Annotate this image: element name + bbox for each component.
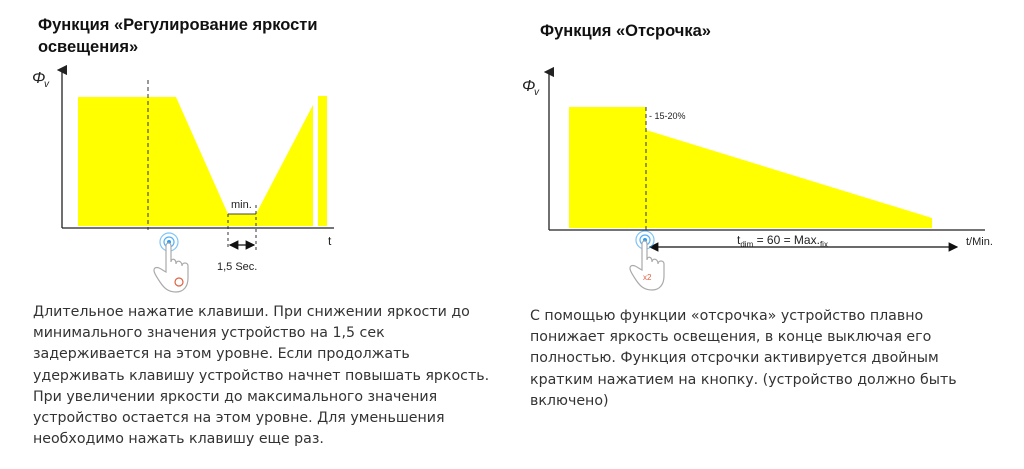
- delay-label: 1,5 Sec.: [217, 261, 258, 273]
- brightness-max-bar: [318, 96, 327, 226]
- drop-percent-label: - 15-20%: [649, 111, 686, 121]
- y-axis-sub: v: [44, 79, 49, 90]
- hand-press-icon: [154, 233, 188, 292]
- left-title-line2: освещения»: [38, 38, 139, 56]
- brightness-fill-area: [78, 97, 313, 226]
- hand-double-tap-icon: [630, 231, 664, 290]
- right-description: С помощью функции «отсрочка» устройство плавно понижает яркость освещения, в конце выключая его полностью. Функция отсрочки активируется двойным кратким нажатием на кнопку. (устройство должно быть включено): [530, 308, 957, 409]
- left-diagram: [32, 70, 334, 292]
- right-panel-title: Функция «Отсрочка»: [540, 22, 711, 40]
- x-axis-label-right: t/Min.: [966, 236, 993, 248]
- y-axis-label: Φ: [32, 70, 46, 87]
- y-axis-sub-right: v: [534, 87, 539, 98]
- delay-fill-area: [569, 107, 932, 228]
- double-tap-badge: x2: [643, 273, 652, 282]
- min-label: min.: [231, 199, 252, 211]
- right-diagram: [522, 72, 993, 290]
- left-title-line1: Функция «Регулирование яркости: [38, 16, 318, 34]
- left-description: Длительное нажатие клавиши. При снижении яркости до минимального значения устройство на 1,5 сек задерживается на этом уровне. Если продолжать удерживать клавишу устройство начнет повышать яркость. При увеличении яркости до максимального значения устройство остается на этом уровне. Для уменьшения необходимо нажать клавишу еще раз.: [33, 304, 490, 448]
- x-axis-label: t: [328, 234, 332, 248]
- tdim-label: $t_{dim} = 60 = Max._{fix}$: [737, 233, 828, 249]
- y-axis-label-right: Φ: [522, 78, 536, 95]
